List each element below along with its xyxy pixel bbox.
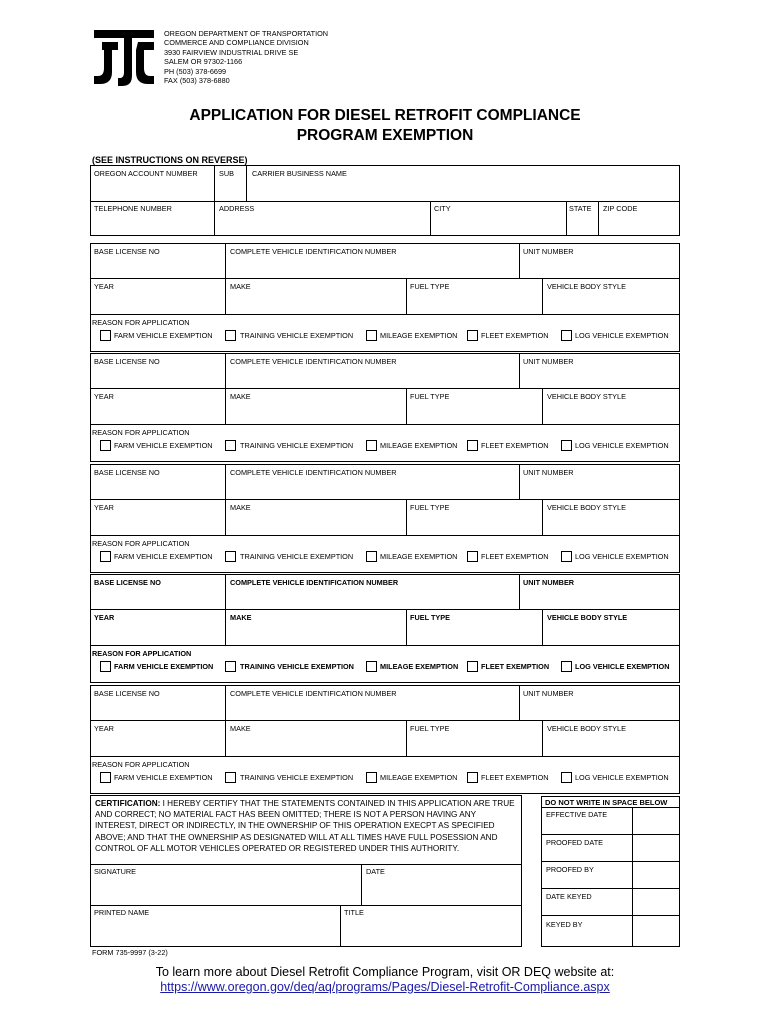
state-field[interactable]: STATE <box>569 204 592 213</box>
date-field[interactable]: DATE <box>366 867 385 876</box>
training-exemption-checkbox[interactable] <box>225 330 236 341</box>
mileage-exemption-label: MILEAGE EXEMPTION <box>380 552 458 561</box>
unit-number-field[interactable]: UNIT NUMBER <box>523 689 574 698</box>
reason-label: REASON FOR APPLICATION <box>92 760 190 769</box>
odot-logo <box>92 28 156 88</box>
make-field[interactable]: MAKE <box>230 503 251 512</box>
training-exemption-label: TRAINING VEHICLE EXEMPTION <box>240 773 354 782</box>
unit-number-field[interactable]: UNIT NUMBER <box>523 247 574 256</box>
make-field[interactable]: MAKE <box>230 613 252 622</box>
farm-exemption-checkbox[interactable] <box>100 551 111 562</box>
unit-number-field[interactable]: UNIT NUMBER <box>523 468 574 477</box>
agency-line: 3930 FAIRVIEW INDUSTRIAL DRIVE SE <box>164 47 299 57</box>
mileage-exemption-checkbox[interactable] <box>366 330 377 341</box>
fleet-exemption-checkbox[interactable] <box>467 440 478 451</box>
reason-label: REASON FOR APPLICATION <box>92 539 190 548</box>
date-keyed-label: DATE KEYED <box>546 892 592 901</box>
title-field[interactable]: TITLE <box>344 908 364 917</box>
certification-heading: CERTIFICATION: <box>95 799 161 808</box>
footer-text: To learn more about Diesel Retrofit Compliance Program, visit OR DEQ website at: <box>155 965 615 979</box>
agency-line: PH (503) 378-6699 <box>164 66 227 76</box>
fleet-exemption-label: FLEET EXEMPTION <box>481 552 549 561</box>
log-exemption-checkbox[interactable] <box>561 440 572 451</box>
base-license-field[interactable]: BASE LICENSE NO <box>94 689 160 698</box>
footer <box>0 965 770 995</box>
certification-body: I HEREBY CERTIFY THAT THE STATEMENTS CONTAINED IN THIS APPLICATION ARE TRUE AND CORRECT; NO MATERIAL FACT HAS BEEN OMITTED; THERE IS NOT A PERSON HAVING ANY INTEREST, DIRECT OR INDIRECTLY, IN THE OWNERSHIP OF THIS OPERATION EXECPT AS SPECIFIED ABOVE; AND THAT THE OWNERSHIP AS DESIGNATED WILL AT ALL TIMES HAVE FULL POSESSION AND CONTROL OF ALL MOTOR VEHICLES OPERATED OR REGISTERED UNDER THIS AUTHORITY. <box>95 799 515 853</box>
keyed-by-label: KEYED BY <box>546 920 583 929</box>
carrier-divider <box>90 201 680 202</box>
mileage-exemption-checkbox[interactable] <box>366 551 377 562</box>
oregon-account-field[interactable]: OREGON ACCOUNT NUMBER <box>94 169 198 178</box>
proofed-date-label: PROOFED DATE <box>546 838 604 847</box>
year-field[interactable]: YEAR <box>94 392 114 401</box>
agency-line: FAX (503) 378-6880 <box>164 76 230 86</box>
year-field[interactable]: YEAR <box>94 724 114 733</box>
make-field[interactable]: MAKE <box>230 724 251 733</box>
training-exemption-checkbox[interactable] <box>225 772 236 783</box>
farm-exemption-checkbox[interactable] <box>100 661 111 672</box>
fuel-type-field[interactable]: FUEL TYPE <box>410 613 451 622</box>
mileage-exemption-label: MILEAGE EXEMPTION <box>380 773 458 782</box>
fleet-exemption-label: FLEET EXEMPTION <box>481 331 549 340</box>
vin-field[interactable]: COMPLETE VEHICLE IDENTIFICATION NUMBER <box>230 578 399 587</box>
training-exemption-label: TRAINING VEHICLE EXEMPTION <box>240 441 354 450</box>
office-use-heading: DO NOT WRITE IN SPACE BELOW <box>545 798 668 807</box>
fleet-exemption-checkbox[interactable] <box>467 661 478 672</box>
farm-exemption-label: FARM VEHICLE EXEMPTION <box>114 331 213 340</box>
mileage-exemption-checkbox[interactable] <box>366 440 377 451</box>
vehicle-body-style-field[interactable]: VEHICLE BODY STYLE <box>547 613 628 622</box>
training-exemption-checkbox[interactable] <box>225 440 236 451</box>
address-field[interactable]: ADDRESS <box>219 204 255 213</box>
mileage-exemption-label: MILEAGE EXEMPTION <box>380 662 459 671</box>
log-exemption-label: LOG VEHICLE EXEMPTION <box>575 331 669 340</box>
reason-label: REASON FOR APPLICATION <box>92 428 190 437</box>
farm-exemption-checkbox[interactable] <box>100 772 111 783</box>
fleet-exemption-label: FLEET EXEMPTION <box>481 662 550 671</box>
mileage-exemption-label: MILEAGE EXEMPTION <box>380 331 458 340</box>
base-license-field[interactable]: BASE LICENSE NO <box>94 578 161 587</box>
log-exemption-checkbox[interactable] <box>561 661 572 672</box>
form-title-line1: APPLICATION FOR DIESEL RETROFIT COMPLIANCE <box>189 107 581 124</box>
year-field[interactable]: YEAR <box>94 282 114 291</box>
make-field[interactable]: MAKE <box>230 282 251 291</box>
fuel-type-field[interactable]: FUEL TYPE <box>410 392 450 401</box>
farm-exemption-checkbox[interactable] <box>100 440 111 451</box>
vin-field[interactable]: COMPLETE VEHICLE IDENTIFICATION NUMBER <box>230 357 397 366</box>
vin-field[interactable]: COMPLETE VEHICLE IDENTIFICATION NUMBER <box>230 247 397 256</box>
form-title-line2: PROGRAM EXEMPTION <box>296 127 474 144</box>
reason-label: REASON FOR APPLICATION <box>92 318 190 327</box>
vin-field[interactable]: COMPLETE VEHICLE IDENTIFICATION NUMBER <box>230 468 397 477</box>
year-field[interactable]: YEAR <box>94 503 114 512</box>
log-exemption-checkbox[interactable] <box>561 772 572 783</box>
fleet-exemption-label: FLEET EXEMPTION <box>481 773 549 782</box>
deq-website-link[interactable]: https://www.oregon.gov/deq/aq/programs/Pages/Diesel-Retrofit-Compliance.aspx <box>160 980 610 994</box>
zip-field[interactable]: ZIP CODE <box>603 204 638 213</box>
mileage-exemption-checkbox[interactable] <box>366 661 377 672</box>
fleet-exemption-checkbox[interactable] <box>467 551 478 562</box>
certification-text <box>95 798 515 854</box>
mileage-exemption-label: MILEAGE EXEMPTION <box>380 441 458 450</box>
vehicle-body-style-field[interactable]: VEHICLE BODY STYLE <box>547 724 626 733</box>
agency-line: OREGON DEPARTMENT OF TRANSPORTATION <box>164 29 329 38</box>
base-license-field[interactable]: BASE LICENSE NO <box>94 247 160 256</box>
training-exemption-label: TRAINING VEHICLE EXEMPTION <box>240 331 354 340</box>
farm-exemption-label: FARM VEHICLE EXEMPTION <box>114 552 213 561</box>
unit-number-field[interactable]: UNIT NUMBER <box>523 578 575 587</box>
see-instructions: (SEE INSTRUCTIONS ON REVERSE) <box>92 155 248 165</box>
make-field[interactable]: MAKE <box>230 392 251 401</box>
unit-number-field[interactable]: UNIT NUMBER <box>523 357 574 366</box>
agency-address-block <box>164 29 328 85</box>
farm-exemption-label: FARM VEHICLE EXEMPTION <box>114 662 214 671</box>
vehicle-body-style-field[interactable]: VEHICLE BODY STYLE <box>547 392 626 401</box>
vehicle-body-style-field[interactable]: VEHICLE BODY STYLE <box>547 503 626 512</box>
fleet-exemption-checkbox[interactable] <box>467 772 478 783</box>
reason-label: REASON FOR APPLICATION <box>92 649 192 658</box>
farm-exemption-label: FARM VEHICLE EXEMPTION <box>114 773 213 782</box>
telephone-field[interactable]: TELEPHONE NUMBER <box>94 204 172 213</box>
fuel-type-field[interactable]: FUEL TYPE <box>410 503 450 512</box>
mileage-exemption-checkbox[interactable] <box>366 772 377 783</box>
fuel-type-field[interactable]: FUEL TYPE <box>410 724 450 733</box>
carrier-business-name-field[interactable]: CARRIER BUSINESS NAME <box>252 169 347 178</box>
farm-exemption-checkbox[interactable] <box>100 330 111 341</box>
fleet-exemption-checkbox[interactable] <box>467 330 478 341</box>
training-exemption-label: TRAINING VEHICLE EXEMPTION <box>240 552 354 561</box>
log-exemption-label: LOG VEHICLE EXEMPTION <box>575 773 669 782</box>
farm-exemption-label: FARM VEHICLE EXEMPTION <box>114 441 213 450</box>
year-field[interactable]: YEAR <box>94 613 115 622</box>
agency-line: SALEM OR 97302-1166 <box>164 57 243 67</box>
log-exemption-label: LOG VEHICLE EXEMPTION <box>575 662 670 671</box>
base-license-field[interactable]: BASE LICENSE NO <box>94 468 160 477</box>
fleet-exemption-label: FLEET EXEMPTION <box>481 441 549 450</box>
training-exemption-checkbox[interactable] <box>225 661 236 672</box>
printed-name-field[interactable]: PRINTED NAME <box>94 908 150 917</box>
log-exemption-label: LOG VEHICLE EXEMPTION <box>575 441 669 450</box>
vehicle-body-style-field[interactable]: VEHICLE BODY STYLE <box>547 282 626 291</box>
proofed-by-label: PROOFED BY <box>546 865 594 874</box>
city-field[interactable]: CITY <box>434 204 451 213</box>
form-title <box>0 106 770 146</box>
sub-field[interactable]: SUB <box>219 169 235 178</box>
agency-line: COMMERCE AND COMPLIANCE DIVISION <box>164 38 309 48</box>
log-exemption-checkbox[interactable] <box>561 551 572 562</box>
signature-field[interactable]: SIGNATURE <box>94 867 137 876</box>
fuel-type-field[interactable]: FUEL TYPE <box>410 282 450 291</box>
log-exemption-checkbox[interactable] <box>561 330 572 341</box>
log-exemption-label: LOG VEHICLE EXEMPTION <box>575 552 669 561</box>
effective-date-label: EFFECTIVE DATE <box>546 810 608 819</box>
vin-field[interactable]: COMPLETE VEHICLE IDENTIFICATION NUMBER <box>230 689 397 698</box>
form-number: FORM 735-9997 (3-22) <box>92 948 168 957</box>
training-exemption-checkbox[interactable] <box>225 551 236 562</box>
base-license-field[interactable]: BASE LICENSE NO <box>94 357 160 366</box>
training-exemption-label: TRAINING VEHICLE EXEMPTION <box>240 662 354 671</box>
